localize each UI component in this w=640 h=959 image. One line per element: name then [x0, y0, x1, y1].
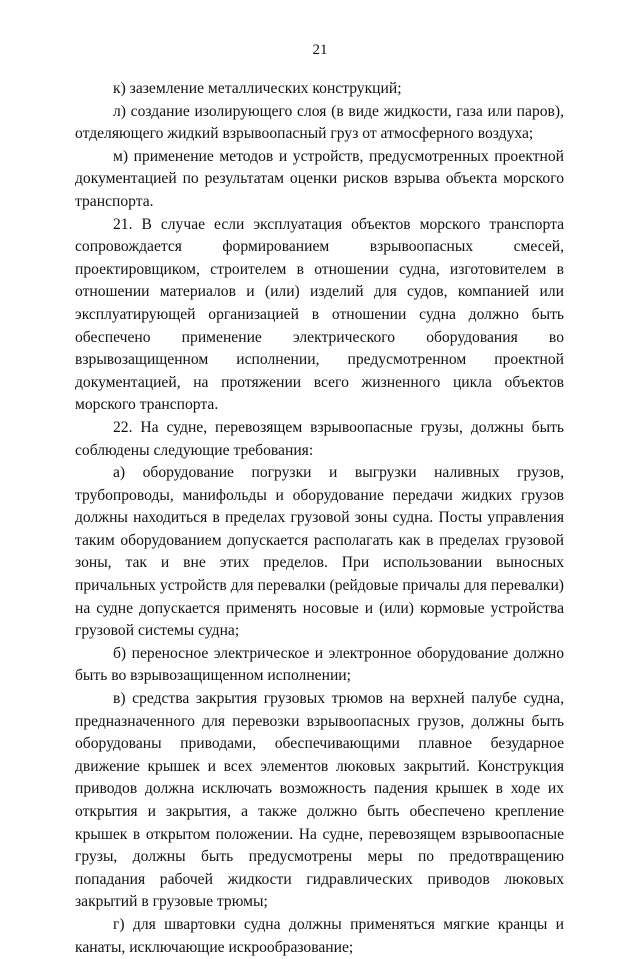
paragraph-item-m: м) применение методов и устройств, предусмотренных проектной документацией по результатам оценки рисков взрыва объекта морского транспорта. [75, 147, 564, 210]
paragraph-item-a: а) оборудование погрузки и выгрузки наливных грузов, трубопроводы, манифольды и оборудование передачи жидких грузов должны находиться в пределах грузовой зоны судна. Посты управления таким оборудованием допускается располагать как в пределах грузовой зоны, так и вне этих пределов. При использовании выносных причальных устройств для перевалки (рейдовые причалы для перевалки) на судне допускается применять носовые и (или) кормовые устройства грузовой системы судна; [75, 464, 564, 640]
paragraph-clause-22: 22. На судне, перевозящем взрывоопасные грузы, должны быть соблюдены следующие требования: [75, 418, 564, 459]
paragraph-item-k: к) заземление металлических конструкций; [113, 80, 402, 97]
paragraph-item-v: в) средства закрытия грузовых трюмов на верхней палубе судна, предназначенного для перевозки взрывоопасных грузов, должны быть оборудованы приводами, обеспечивающими плавное безударное движение крышек и всех элементов люковых закрытий. Конструкция приводов должна исключать возможность падения крышек в ходе их открытия и закрытия, а также должно быть обеспечено крепление крышек в открытом положении. На судне, перевозящем взрывоопасные грузы, должны быть предусмотрены меры по предотвращению попадания рабочей жидкости гидравлических приводов люковых закрытий в грузовые трюмы; [75, 690, 564, 911]
paragraph-item-b: б) переносное электрическое и электронное оборудование должно быть во взрывозащищенном исполнении; [75, 644, 564, 685]
paragraph-clause-21: 21. В случае если эксплуатация объектов морского транспорта сопровождается формированием взрывоопасных смесей, проектировщиком, строителем в отношении судна, изготовителем в отношении материалов и (или) изделий для судов, компанией или эксплуатирующей организацией в отношении судна должно быть обеспечено применение электрического оборудования во взрывозащищенном исполнении, предусмотренном проектной документацией, на протяжении всего жизненного цикла объектов морского транспорта. [75, 215, 564, 414]
paragraph-item-g: г) для швартовки судна должны применяться мягкие кранцы и канаты, исключающие искрообразование; [75, 915, 564, 956]
paragraph-item-l: л) создание изолирующего слоя (в виде жидкости, газа или паров), отделяющего жидкий взрывоопасный груз от атмосферного воздуха; [75, 102, 564, 143]
document-body [75, 78, 564, 959]
page-number: 21 [312, 42, 328, 58]
